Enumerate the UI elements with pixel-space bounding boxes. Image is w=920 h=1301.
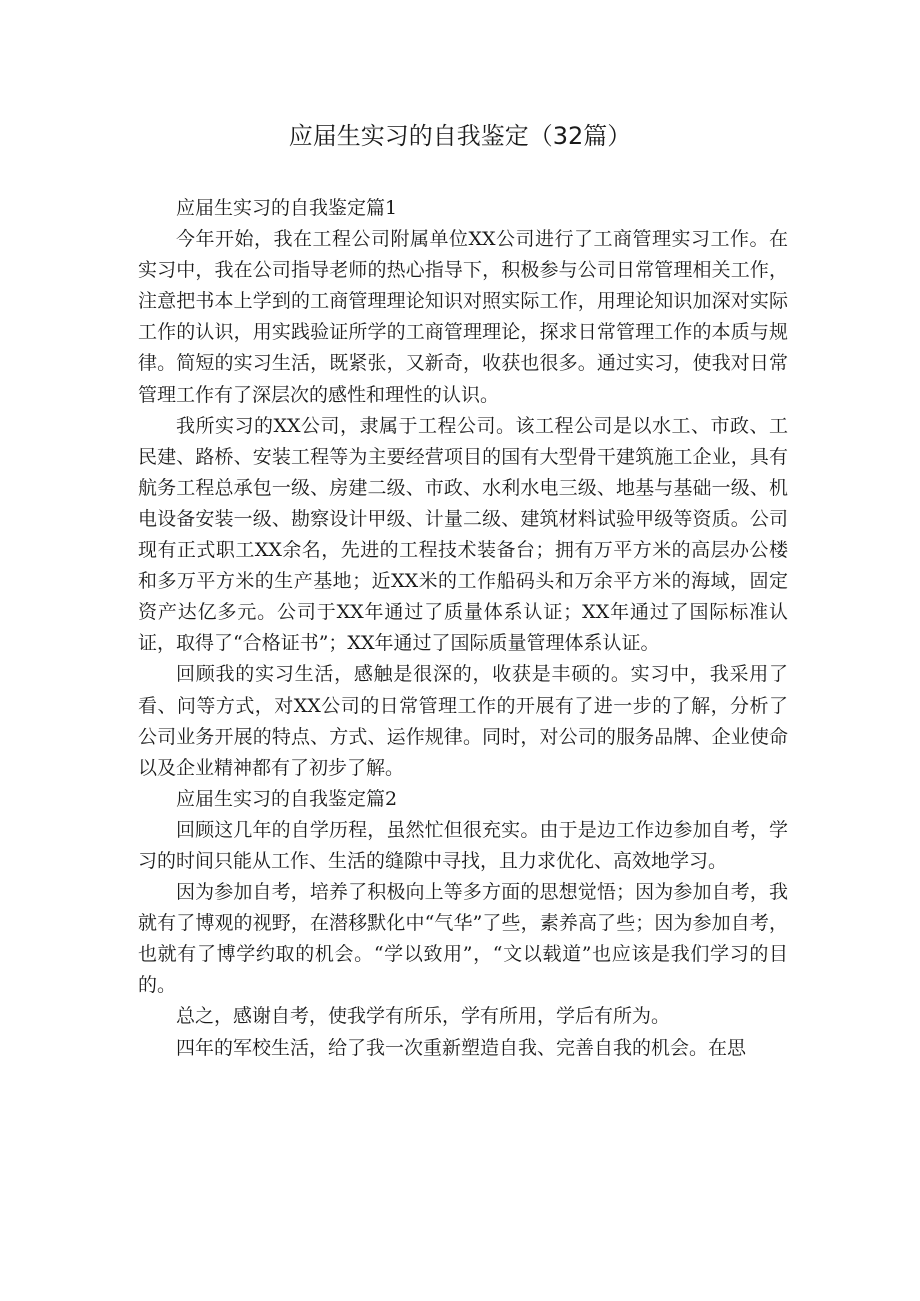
paragraph: 因为参加自考，培养了积极向上等多方面的思想觉悟；因为参加自考，我就有了博观的视野，在潜移默化中“气华”了些，素养高了些；因为参加自考，也就有了博学约取的机会。“学以致用”，“文以载道”也应该是我们学习的目的。 [138, 881, 788, 997]
section-heading-2: 应届生实习的自我鉴定篇2 [176, 787, 398, 810]
paragraph: 四年的军校生活，给了我一次重新塑造自我、完善自我的机会。在思 [176, 1036, 747, 1059]
document-body [138, 193, 788, 1064]
document-title: 应届生实习的自我鉴定（32篇） [288, 122, 632, 150]
section-heading-1: 应届生实习的自我鉴定篇1 [176, 197, 398, 219]
paragraph: 总之，感谢自考，使我学有所乐，学有所用，学后有所为。 [176, 1005, 671, 1028]
paragraph: 回顾这几年的自学历程，虽然忙但很充实。由于是边工作边参加自考，学习的时间只能从工作、生活的缝隙中寻找，且力求优化、高效地学习。 [138, 818, 788, 872]
paragraph: 我所实习的XX公司，隶属于工程公司。该工程公司是以水工、市政、工民建、路桥、安装工程等为主要经营项目的国有大型骨干建筑施工企业，具有航务工程总承包一级、房建二级、市政、水利水电三级、地基与基础一级、机电设备安装一级、勘察设计甲级、计量二级、建筑材料试验甲级等资质。公司现有正式职工XX余名，先进的工程技术装备台；拥有万平方米的高层办公楼和多万平方米的生产基地；近XX米的工作船码头和万余平方米的海域，固定资产达亿多元。公司于XX年通过了质量体系认证；XX年通过了国际标准认证，取得了“合格证书”；XX年通过了国际质量管理体系认证。 [138, 414, 788, 655]
paragraph: 今年开始，我在工程公司附属单位XX公司进行了工商管理实习工作。在实习中，我在公司指导老师的热心指导下，积极参与公司日常管理相关工作，注意把书本上学到的工商管理理论知识对照实际工作，用理论知识加深对实际工作的认识，用实践验证所学的工商管理理论，探求日常管理工作的本质与规律。简短的实习生活，既紧张，又新奇，收获也很多。通过实习，使我对日常管理工作有了深层次的感性和理性的认识。 [138, 228, 788, 406]
paragraph: 回顾我的实习生活，感触是很深的，收获是丰硕的。实习中，我采用了看、问等方式，对XX公司的日常管理工作的开展有了进一步的了解，分析了公司业务开展的特点、方式、运作规律。同时，对公司的服务品牌、企业使命以及企业精神都有了初步了解。 [138, 663, 788, 779]
